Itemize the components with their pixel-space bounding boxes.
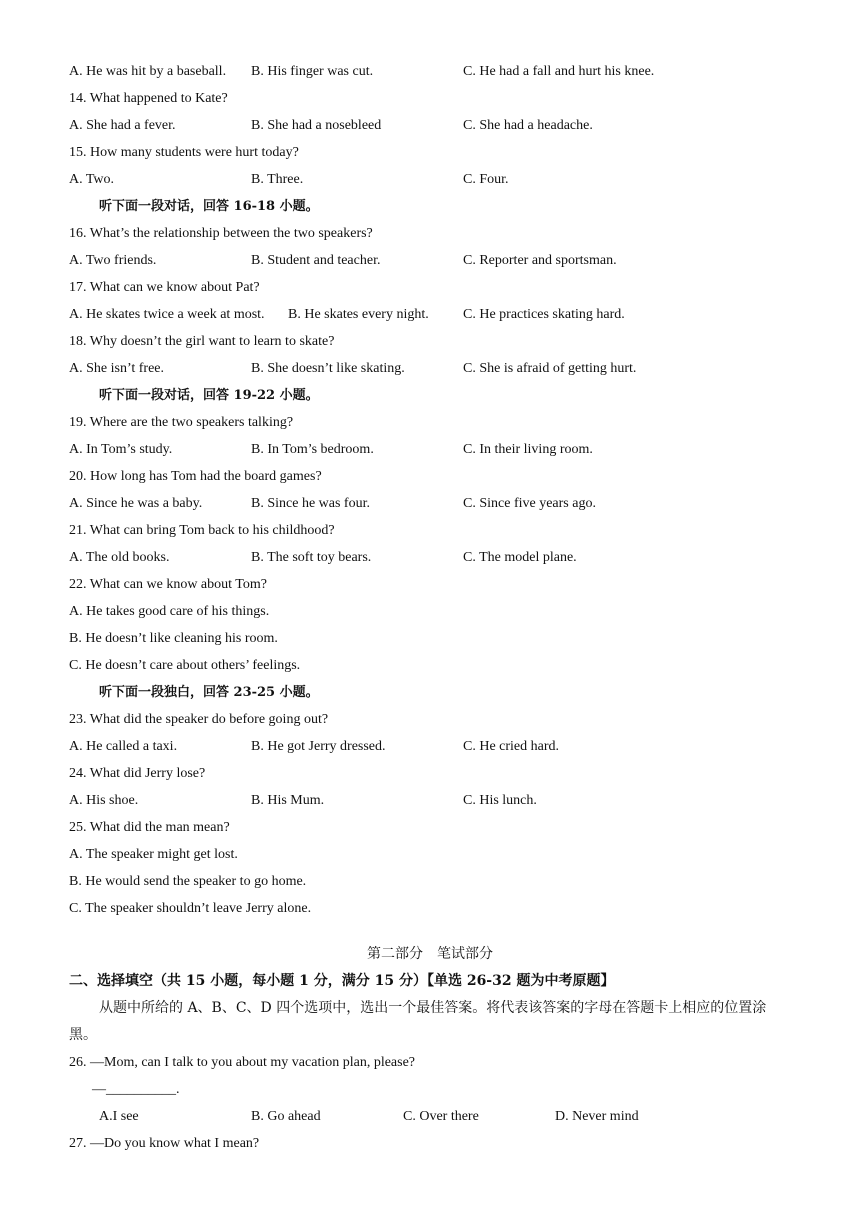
option-a: A. He was hit by a baseball. xyxy=(69,64,227,79)
instruction-text: 从题中所给的 A、B、C、D 四个选项中，选出一个最佳答案。将代表该答案的字母在答题卡上相应的位置涂黑。 xyxy=(69,1000,767,1043)
question-26-options xyxy=(99,1107,799,1127)
option-b: B. She doesn’t like skating. xyxy=(251,361,405,376)
option-c: C. He practices skating hard. xyxy=(463,307,625,322)
question-line: 25. What did the man mean? xyxy=(69,820,230,835)
option-a: A. Two. xyxy=(69,172,115,187)
option-a: A. He called a taxi. xyxy=(69,739,178,754)
question-line: C. He doesn’t care about others’ feelings. xyxy=(69,658,301,673)
section-heading: 二、选择填空（共 15 小题，每小题 1 分，满分 15 分）【单选 26-32 题为中考原题】 xyxy=(69,973,615,989)
option-a: A. Two friends. xyxy=(69,253,157,268)
option-c: C. He cried hard. xyxy=(463,739,560,754)
question-line: 24. What did Jerry lose? xyxy=(69,766,206,781)
option-a: A. The old books. xyxy=(69,550,170,565)
question-line: 16. What’s the relationship between the two speakers? xyxy=(69,226,373,241)
option-b: B. His finger was cut. xyxy=(251,64,374,79)
option-b: B. He got Jerry dressed. xyxy=(251,739,386,754)
question-line: 17. What can we know about Pat? xyxy=(69,280,260,295)
option-c: C. Over there xyxy=(403,1109,479,1124)
option-a: A. Since he was a baby. xyxy=(69,496,203,511)
option-b: B. He skates every night. xyxy=(288,307,429,322)
option-c: C. Four. xyxy=(463,172,509,187)
option-c: C. His lunch. xyxy=(463,793,537,808)
option-c: C. In their living room. xyxy=(463,442,593,457)
option-a: A. She had a fever. xyxy=(69,118,176,133)
listening-instruction: 听下面一段独白，回答 23-25 小题。 xyxy=(99,685,319,700)
question-line: 19. Where are the two speakers talking? xyxy=(69,415,294,430)
option-c: C. The model plane. xyxy=(463,550,577,565)
option-b: B. His Mum. xyxy=(251,793,325,808)
option-b: B. In Tom’s bedroom. xyxy=(251,442,374,457)
option-b: B. Since he was four. xyxy=(251,496,370,511)
question-line: 22. What can we know about Tom? xyxy=(69,577,267,592)
option-b: B. The soft toy bears. xyxy=(251,550,372,565)
question-line: A. He takes good care of his things. xyxy=(69,604,270,619)
option-b: B. Go ahead xyxy=(251,1109,321,1124)
question-line: 15. How many students were hurt today? xyxy=(69,145,299,160)
listening-instruction: 听下面一段对话，回答 19-22 小题。 xyxy=(99,388,319,403)
question-line: 23. What did the speaker do before going out? xyxy=(69,712,329,727)
part-two-title: 第二部分 笔试部分 xyxy=(367,946,493,962)
option-a: A. In Tom’s study. xyxy=(69,442,173,457)
question-line: 20. How long has Tom had the board games? xyxy=(69,469,322,484)
listening-instruction: 听下面一段对话，回答 16-18 小题。 xyxy=(99,199,319,214)
question-line: C. The speaker shouldn’t leave Jerry alone. xyxy=(69,901,312,916)
option-c: C. Since five years ago. xyxy=(463,496,596,511)
question-line: B. He would send the speaker to go home. xyxy=(69,874,307,889)
option-c: C. He had a fall and hurt his knee. xyxy=(463,64,655,79)
option-c: C. She is afraid of getting hurt. xyxy=(463,361,637,376)
option-a: A. His shoe. xyxy=(69,793,139,808)
option-a: A. She isn’t free. xyxy=(69,361,164,376)
option-a: A.I see xyxy=(99,1109,139,1124)
option-b: B. Student and teacher. xyxy=(251,253,381,268)
question-line: 18. Why doesn’t the girl want to learn to skate? xyxy=(69,334,335,349)
question-line: 21. What can bring Tom back to his childhood? xyxy=(69,523,335,538)
section-instructions xyxy=(69,995,794,1049)
question-line: 14. What happened to Kate? xyxy=(69,91,228,106)
option-b: B. She had a nosebleed xyxy=(251,118,382,133)
option-c: C. Reporter and sportsman. xyxy=(463,253,617,268)
option-d: D. Never mind xyxy=(555,1109,639,1124)
question-26: 26. —Mom, can I talk to you about my vacation plan, please? xyxy=(69,1055,416,1070)
question-26-reply: —__________. xyxy=(92,1082,180,1097)
question-line: A. The speaker might get lost. xyxy=(69,847,238,862)
option-c: C. She had a headache. xyxy=(463,118,593,133)
option-a: A. He skates twice a week at most. xyxy=(69,307,265,322)
question-line: B. He doesn’t like cleaning his room. xyxy=(69,631,278,646)
question-27: 27. —Do you know what I mean? xyxy=(69,1136,260,1151)
option-b: B. Three. xyxy=(251,172,304,187)
